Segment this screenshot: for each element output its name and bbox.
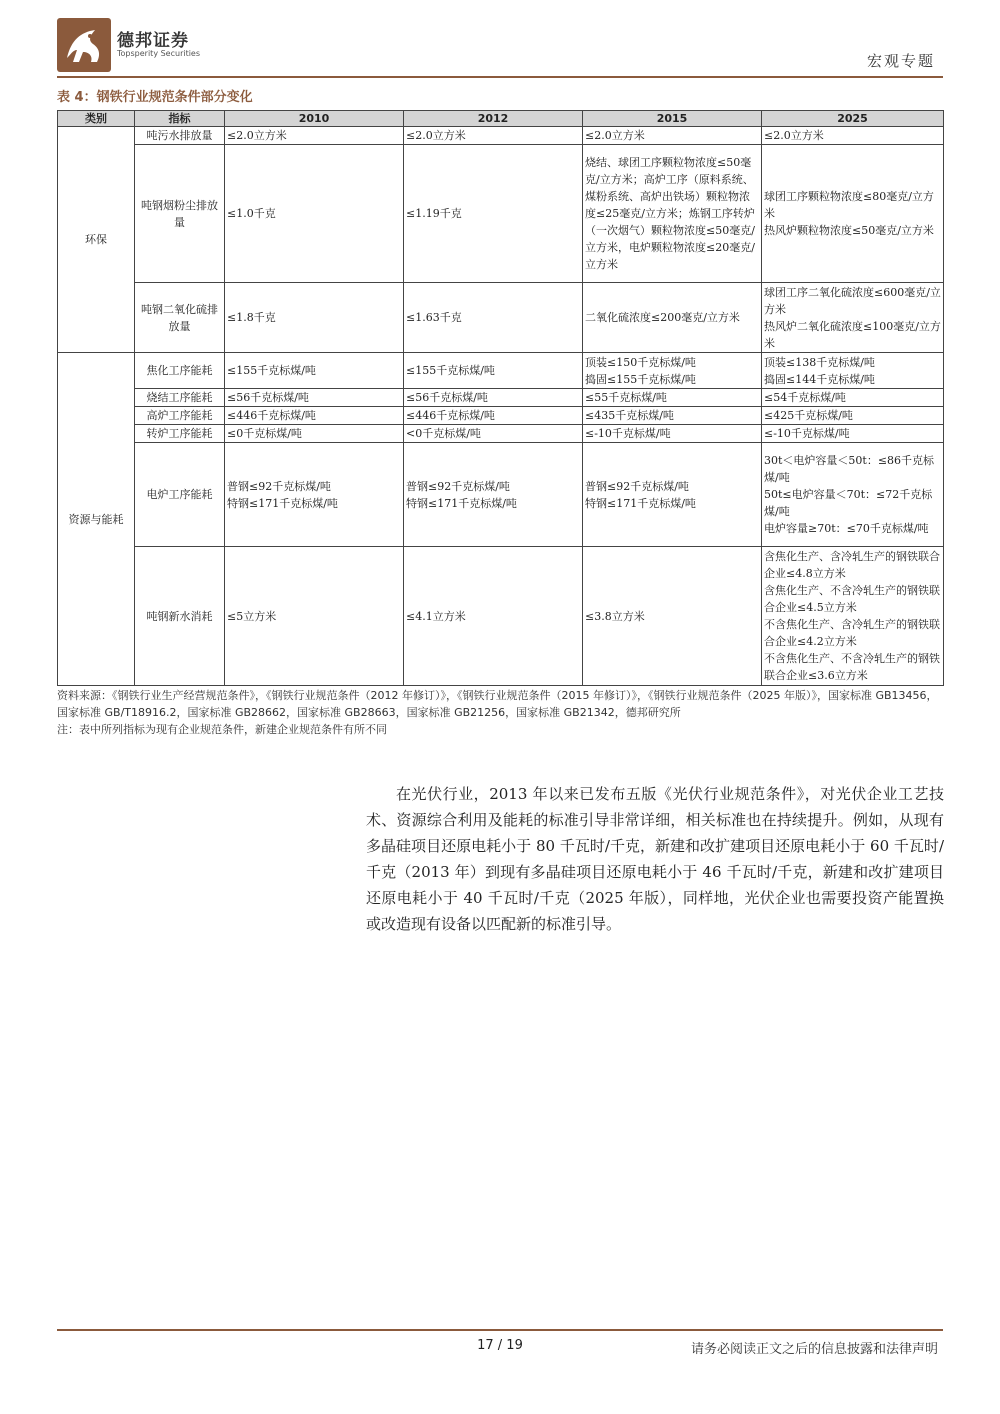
table-row: [58, 425, 944, 443]
value-cell: ≤435千克标煤/吨: [583, 407, 762, 425]
indicator-cell: 高炉工序能耗: [135, 407, 225, 425]
value-cell: ≤425千克标煤/吨: [762, 407, 944, 425]
value-cell: <0千克标煤/吨: [404, 425, 583, 443]
value-cell: 二氧化硫浓度≤200毫克/立方米: [583, 283, 762, 353]
value-cell: ≤1.8千克: [225, 283, 404, 353]
standards-table: [57, 110, 944, 686]
value-cell: ≤4.1立方米: [404, 547, 583, 686]
header-2012: 2012: [404, 111, 583, 127]
indicator-cell: 烧结工序能耗: [135, 389, 225, 407]
value-cell: ≤446千克标煤/吨: [404, 407, 583, 425]
value-cell: ≤155千克标煤/吨: [225, 353, 404, 389]
table-note: 注：表中所列指标为现有企业规范条件，新建企业规范条件有所不同: [57, 723, 387, 736]
source-text: 资料来源：《钢铁行业生产经营规范条件》，《钢铁行业规范条件（2012 年修订）》，《钢铁行业规范条件（2015 年修订）》，《钢铁行业规范条件（2025 年版）》，国家标准 GB13456，国家标准 GB/T18916.2，国家标准 GB28662，国家标准 GB28663，国家标准 GB21256，国家标准 GB21342，德邦研究所: [57, 689, 938, 719]
company-name-en: Topsperity Securities: [117, 49, 201, 58]
page-number: 17 / 19: [477, 1338, 523, 1353]
indicator-cell: 吨钢二氧化硫排放量: [135, 283, 225, 353]
value-cell: 球团工序二氧化硫浓度≤600毫克/立方米 热风炉二氧化硫浓度≤100毫克/立方米: [762, 283, 944, 353]
footer-divider: [57, 1329, 943, 1331]
value-cell: ≤2.0立方米: [225, 127, 404, 145]
header-2015: 2015: [583, 111, 762, 127]
table-row: [58, 145, 944, 283]
value-cell: ≤56千克标煤/吨: [225, 389, 404, 407]
value-cell: ≤1.63千克: [404, 283, 583, 353]
value-cell: 球团工序颗粒物浓度≤80毫克/立方米 热风炉颗粒物浓度≤50毫克/立方米: [762, 145, 944, 283]
value-cell: 普钢≤92千克标煤/吨 特钢≤171千克标煤/吨: [225, 443, 404, 547]
value-cell: 普钢≤92千克标煤/吨 特钢≤171千克标煤/吨: [404, 443, 583, 547]
table-title: 表 4：钢铁行业规范条件部分变化: [57, 90, 253, 105]
category-cell: 环保: [58, 127, 135, 353]
company-name: 德邦证券: [117, 31, 189, 51]
value-cell: ≤2.0立方米: [762, 127, 944, 145]
table-row: [58, 547, 944, 686]
value-cell: ≤1.19千克: [404, 145, 583, 283]
category-cell: 资源与能耗: [58, 353, 135, 686]
value-cell: ≤-10千克标煤/吨: [762, 425, 944, 443]
value-cell: ≤0千克标煤/吨: [225, 425, 404, 443]
value-cell: 顶装≤138千克标煤/吨 捣固≤144千克标煤/吨: [762, 353, 944, 389]
value-cell: 烧结、球团工序颗粒物浓度≤50毫克/立方米；高炉工序（原料系统、煤粉系统、高炉出铁场）颗粒物浓度≤25毫克/立方米；炼钢工序转炉（一次烟气）颗粒物浓度≤50毫克/立方米，电炉颗粒物浓度≤20毫克/立方米: [583, 145, 762, 283]
table-row: [58, 443, 944, 547]
value-cell: ≤55千克标煤/吨: [583, 389, 762, 407]
header-category: 类别: [58, 111, 135, 127]
table-row: [58, 389, 944, 407]
value-cell: ≤155千克标煤/吨: [404, 353, 583, 389]
indicator-cell: 转炉工序能耗: [135, 425, 225, 443]
indicator-cell: 电炉工序能耗: [135, 443, 225, 547]
value-cell: 普钢≤92千克标煤/吨 特钢≤171千克标煤/吨: [583, 443, 762, 547]
header-2025: 2025: [762, 111, 944, 127]
section-title: 宏观专题: [866, 52, 935, 70]
indicator-cell: 吨污水排放量: [135, 127, 225, 145]
value-cell: ≤3.8立方米: [583, 547, 762, 686]
header-indicator: 指标: [135, 111, 225, 127]
table-row: [58, 127, 944, 145]
value-cell: ≤446千克标煤/吨: [225, 407, 404, 425]
value-cell: ≤-10千克标煤/吨: [583, 425, 762, 443]
header-divider: [57, 76, 943, 78]
value-cell: ≤5立方米: [225, 547, 404, 686]
value-cell: 30t＜电炉容量＜50t：≤86千克标煤/吨 50t≤电炉容量＜70t：≤72千克标煤/吨 电炉容量≥70t：≤70千克标煤/吨: [762, 443, 944, 547]
page-header: [57, 18, 943, 78]
value-cell: ≤1.0千克: [225, 145, 404, 283]
value-cell: ≤2.0立方米: [583, 127, 762, 145]
value-cell: ≤2.0立方米: [404, 127, 583, 145]
source-notes: [57, 687, 943, 738]
table-row: [58, 353, 944, 389]
footer-disclaimer: 请务必阅读正文之后的信息披露和法律声明: [690, 1342, 938, 1357]
body-paragraph: 在光伏行业，2013 年以来已发布五版《光伏行业规范条件》，对光伏企业工艺技术、资源综合利用及能耗的标准引导非常详细，相关标准也在持续提升。例如，从现有多晶硅项目还原电耗小于 80 千瓦时/千克，新建和改扩建项目还原电耗小于 60 千瓦时/千克（2013 年）到现有多晶硅项目还原电耗小于 46 千瓦时/千克，新建和改扩建项目还原电耗小于 40 千瓦时/千克（2025 年版），同样地，光伏企业也需要投资产能置换或改造现有设备以匹配新的标准引导。: [366, 785, 944, 933]
value-cell: ≤56千克标煤/吨: [404, 389, 583, 407]
indicator-cell: 焦化工序能耗: [135, 353, 225, 389]
value-cell: 含焦化生产、含冷轧生产的钢铁联合企业≤4.8立方米 含焦化生产、不含冷轧生产的钢铁联合企业≤4.5立方米 不含焦化生产、含冷轧生产的钢铁联合企业≤4.2立方米 不含焦化生产、不含冷轧生产的钢铁联合企业≤3.6立方米: [762, 547, 944, 686]
company-logo-icon: [57, 18, 111, 72]
header-2010: 2010: [225, 111, 404, 127]
table-header-row: [58, 111, 944, 127]
indicator-cell: 吨钢新水消耗: [135, 547, 225, 686]
table-row: [58, 283, 944, 353]
table-row: [58, 407, 944, 425]
value-cell: ≤54千克标煤/吨: [762, 389, 944, 407]
value-cell: 顶装≤150千克标煤/吨 捣固≤155千克标煤/吨: [583, 353, 762, 389]
indicator-cell: 吨钢烟粉尘排放量: [135, 145, 225, 283]
